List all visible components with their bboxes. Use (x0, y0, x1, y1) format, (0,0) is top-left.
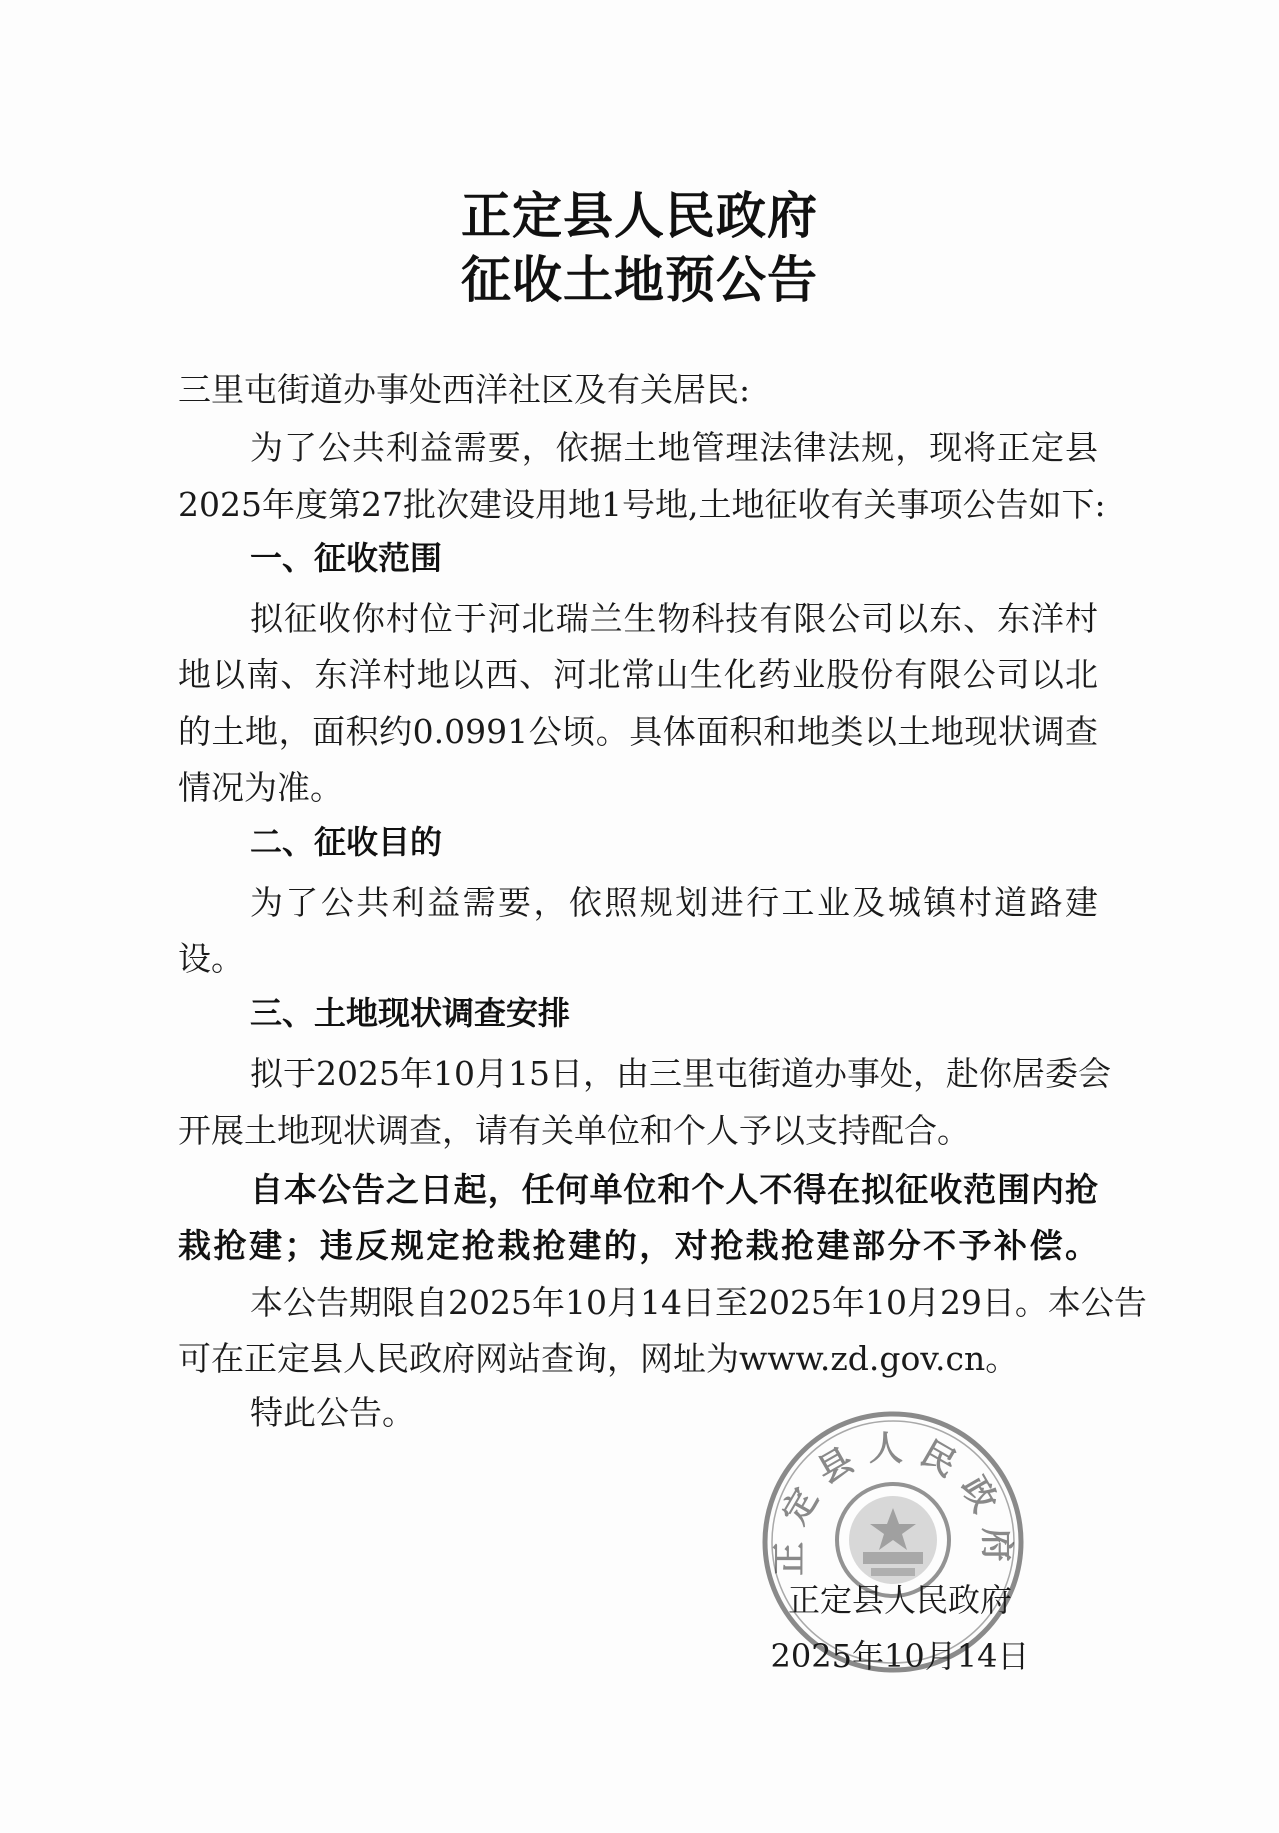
warning-line-1: 自本公告之日起，任何单位和个人不得在拟征收范围内抢 (250, 1170, 1098, 1209)
document-title-line-2: 征收土地预公告 (461, 251, 818, 309)
closing-text: 特此公告。 (250, 1393, 415, 1432)
period-line-1: 本公告期限自2025年10月14日至2025年10月29日。本公告 (250, 1283, 1147, 1322)
warning-line-2: 栽抢建；违反规定抢栽抢建的，对抢栽抢建部分不予补偿。 (178, 1226, 1098, 1265)
section-1-line-1: 拟征收你村位于河北瑞兰生物科技有限公司以东、东洋村 (250, 599, 1098, 638)
signature-organization: 正定县人民政府 (787, 1581, 1012, 1619)
section-3-line-1: 拟于2025年10月15日，由三里屯街道办事处，赴你居委会 (250, 1054, 1111, 1093)
section-1-line-2: 地以南、东洋村地以西、河北常山生化药业股份有限公司以北 (178, 655, 1098, 694)
section-1-heading: 一、征收范围 (250, 539, 443, 577)
section-1-line-3: 的土地，面积约0.0991公顷。具体面积和地类以土地现状调查 (178, 712, 1098, 751)
section-3-heading: 三、土地现状调查安排 (250, 994, 571, 1032)
seal-text: 正定县人民政府 (769, 1429, 1017, 1576)
section-2-line-2: 设。 (178, 939, 244, 978)
intro-line-2: 2025年度第27批次建设用地1号地,土地征收有关事项公告如下: (178, 485, 1106, 524)
intro-line-1: 为了公共利益需要，依据土地管理法律法规，现将正定县 (250, 428, 1098, 467)
section-2-line-1: 为了公共利益需要，依照规划进行工业及城镇村道路建 (250, 883, 1098, 922)
salutation: 三里屯街道办事处西洋社区及有关居民: (178, 370, 751, 409)
document-title-line-1: 正定县人民政府 (461, 187, 818, 245)
period-line-2: 可在正定县人民政府网站查询，网址为www.zd.gov.cn。 (178, 1339, 1019, 1378)
section-1-line-4: 情况为准。 (178, 768, 343, 807)
section-2-heading: 二、征收目的 (250, 823, 443, 861)
section-3-line-2: 开展土地现状调查，请有关单位和个人予以支持配合。 (178, 1111, 970, 1150)
signature-date: 2025年10月14日 (770, 1637, 1030, 1675)
